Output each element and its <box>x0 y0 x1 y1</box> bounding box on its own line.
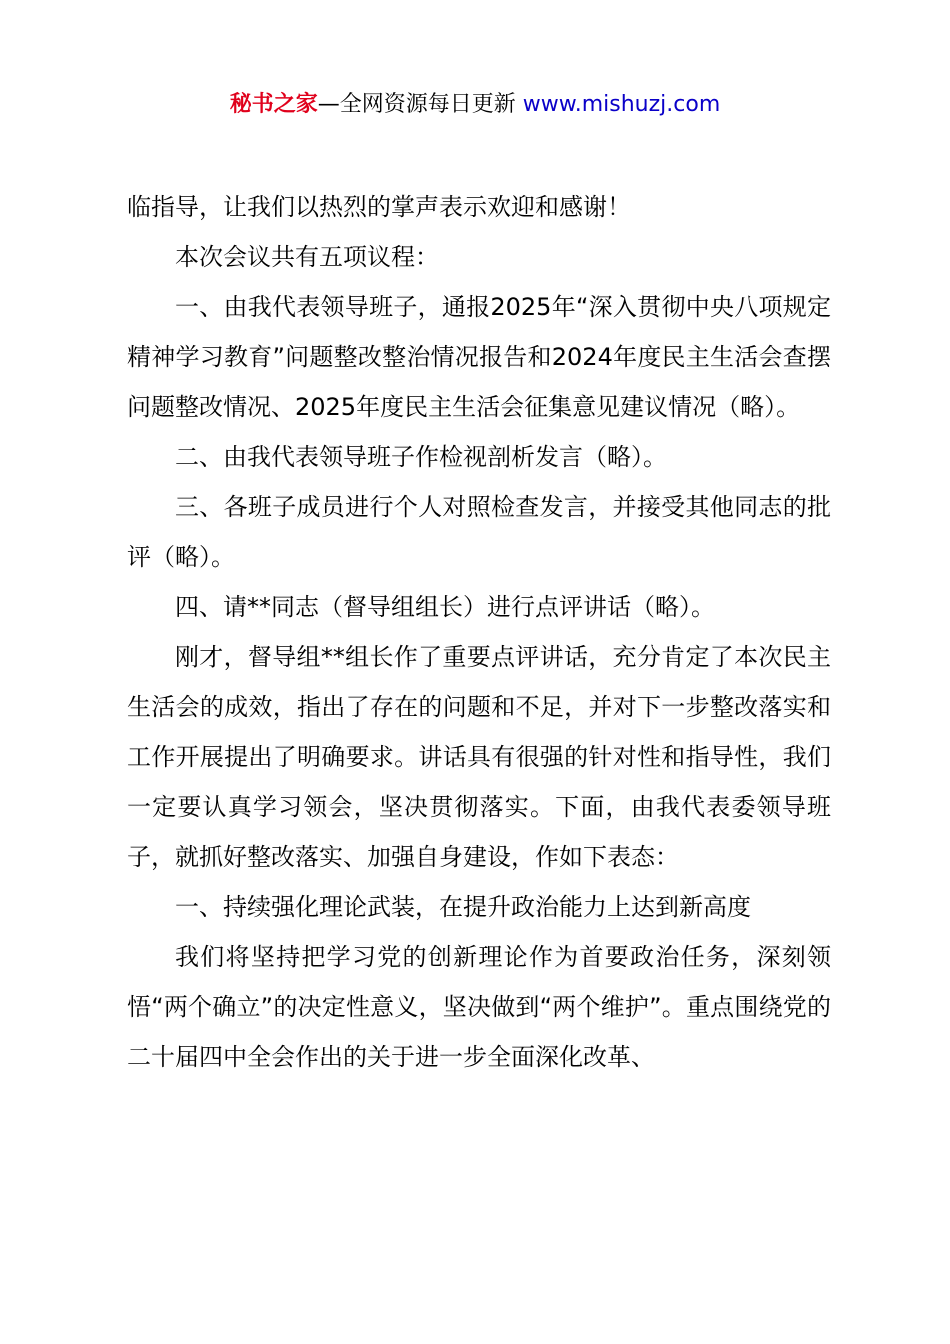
site-url[interactable]: www.mishuzj.com <box>522 92 721 117</box>
site-brand: 秘书之家 <box>229 92 318 117</box>
agenda-item-3: 三、各班子成员进行个人对照检查发言，并接受其他同志的批评（略）。 <box>127 493 831 571</box>
agenda-item-1: 一、由我代表领导班子，通报2025年“深入贯彻中央八项规定精神学习教育”问题整改整治情况报告和2024年度民主生活会查摆问题整改情况、2025年度民主生活会征集意见建议情况（略）。 <box>127 293 831 421</box>
agenda-item-4: 四、请**同志（督导组组长）进行点评讲话（略）。 <box>175 593 715 621</box>
document-body <box>127 182 831 1082</box>
agenda-intro: 本次会议共有五项议程： <box>175 243 439 271</box>
section-heading-1: 一、持续强化理论武装，在提升政治能力上达到新高度 <box>175 893 751 921</box>
site-tagline: —全网资源每日更新 <box>317 92 516 117</box>
paragraph-summary: 刚才，督导组**组长作了重要点评讲话，充分肯定了本次民主生活会的成效，指出了存在的问题和不足，并对下一步整改落实和工作开展提出了明确要求。讲话具有很强的针对性和指导性，我们一定要认真学习领会，坚决贯彻落实。下面，由我代表委领导班子，就抓好整改落实、加强自身建设，作如下表态： <box>127 643 831 871</box>
paragraph-continuation: 临指导，让我们以热烈的掌声表示欢迎和感谢！ <box>127 193 631 221</box>
page-header <box>0 88 950 122</box>
paragraph-section-1: 我们将坚持把学习党的创新理论作为首要政治任务，深刻领悟“两个确立”的决定性意义，坚决做到“两个维护”。重点围绕党的二十届四中全会作出的关于进一步全面深化改革、 <box>127 943 831 1071</box>
agenda-item-2: 二、由我代表领导班子作检视剖析发言（略）。 <box>175 443 667 471</box>
